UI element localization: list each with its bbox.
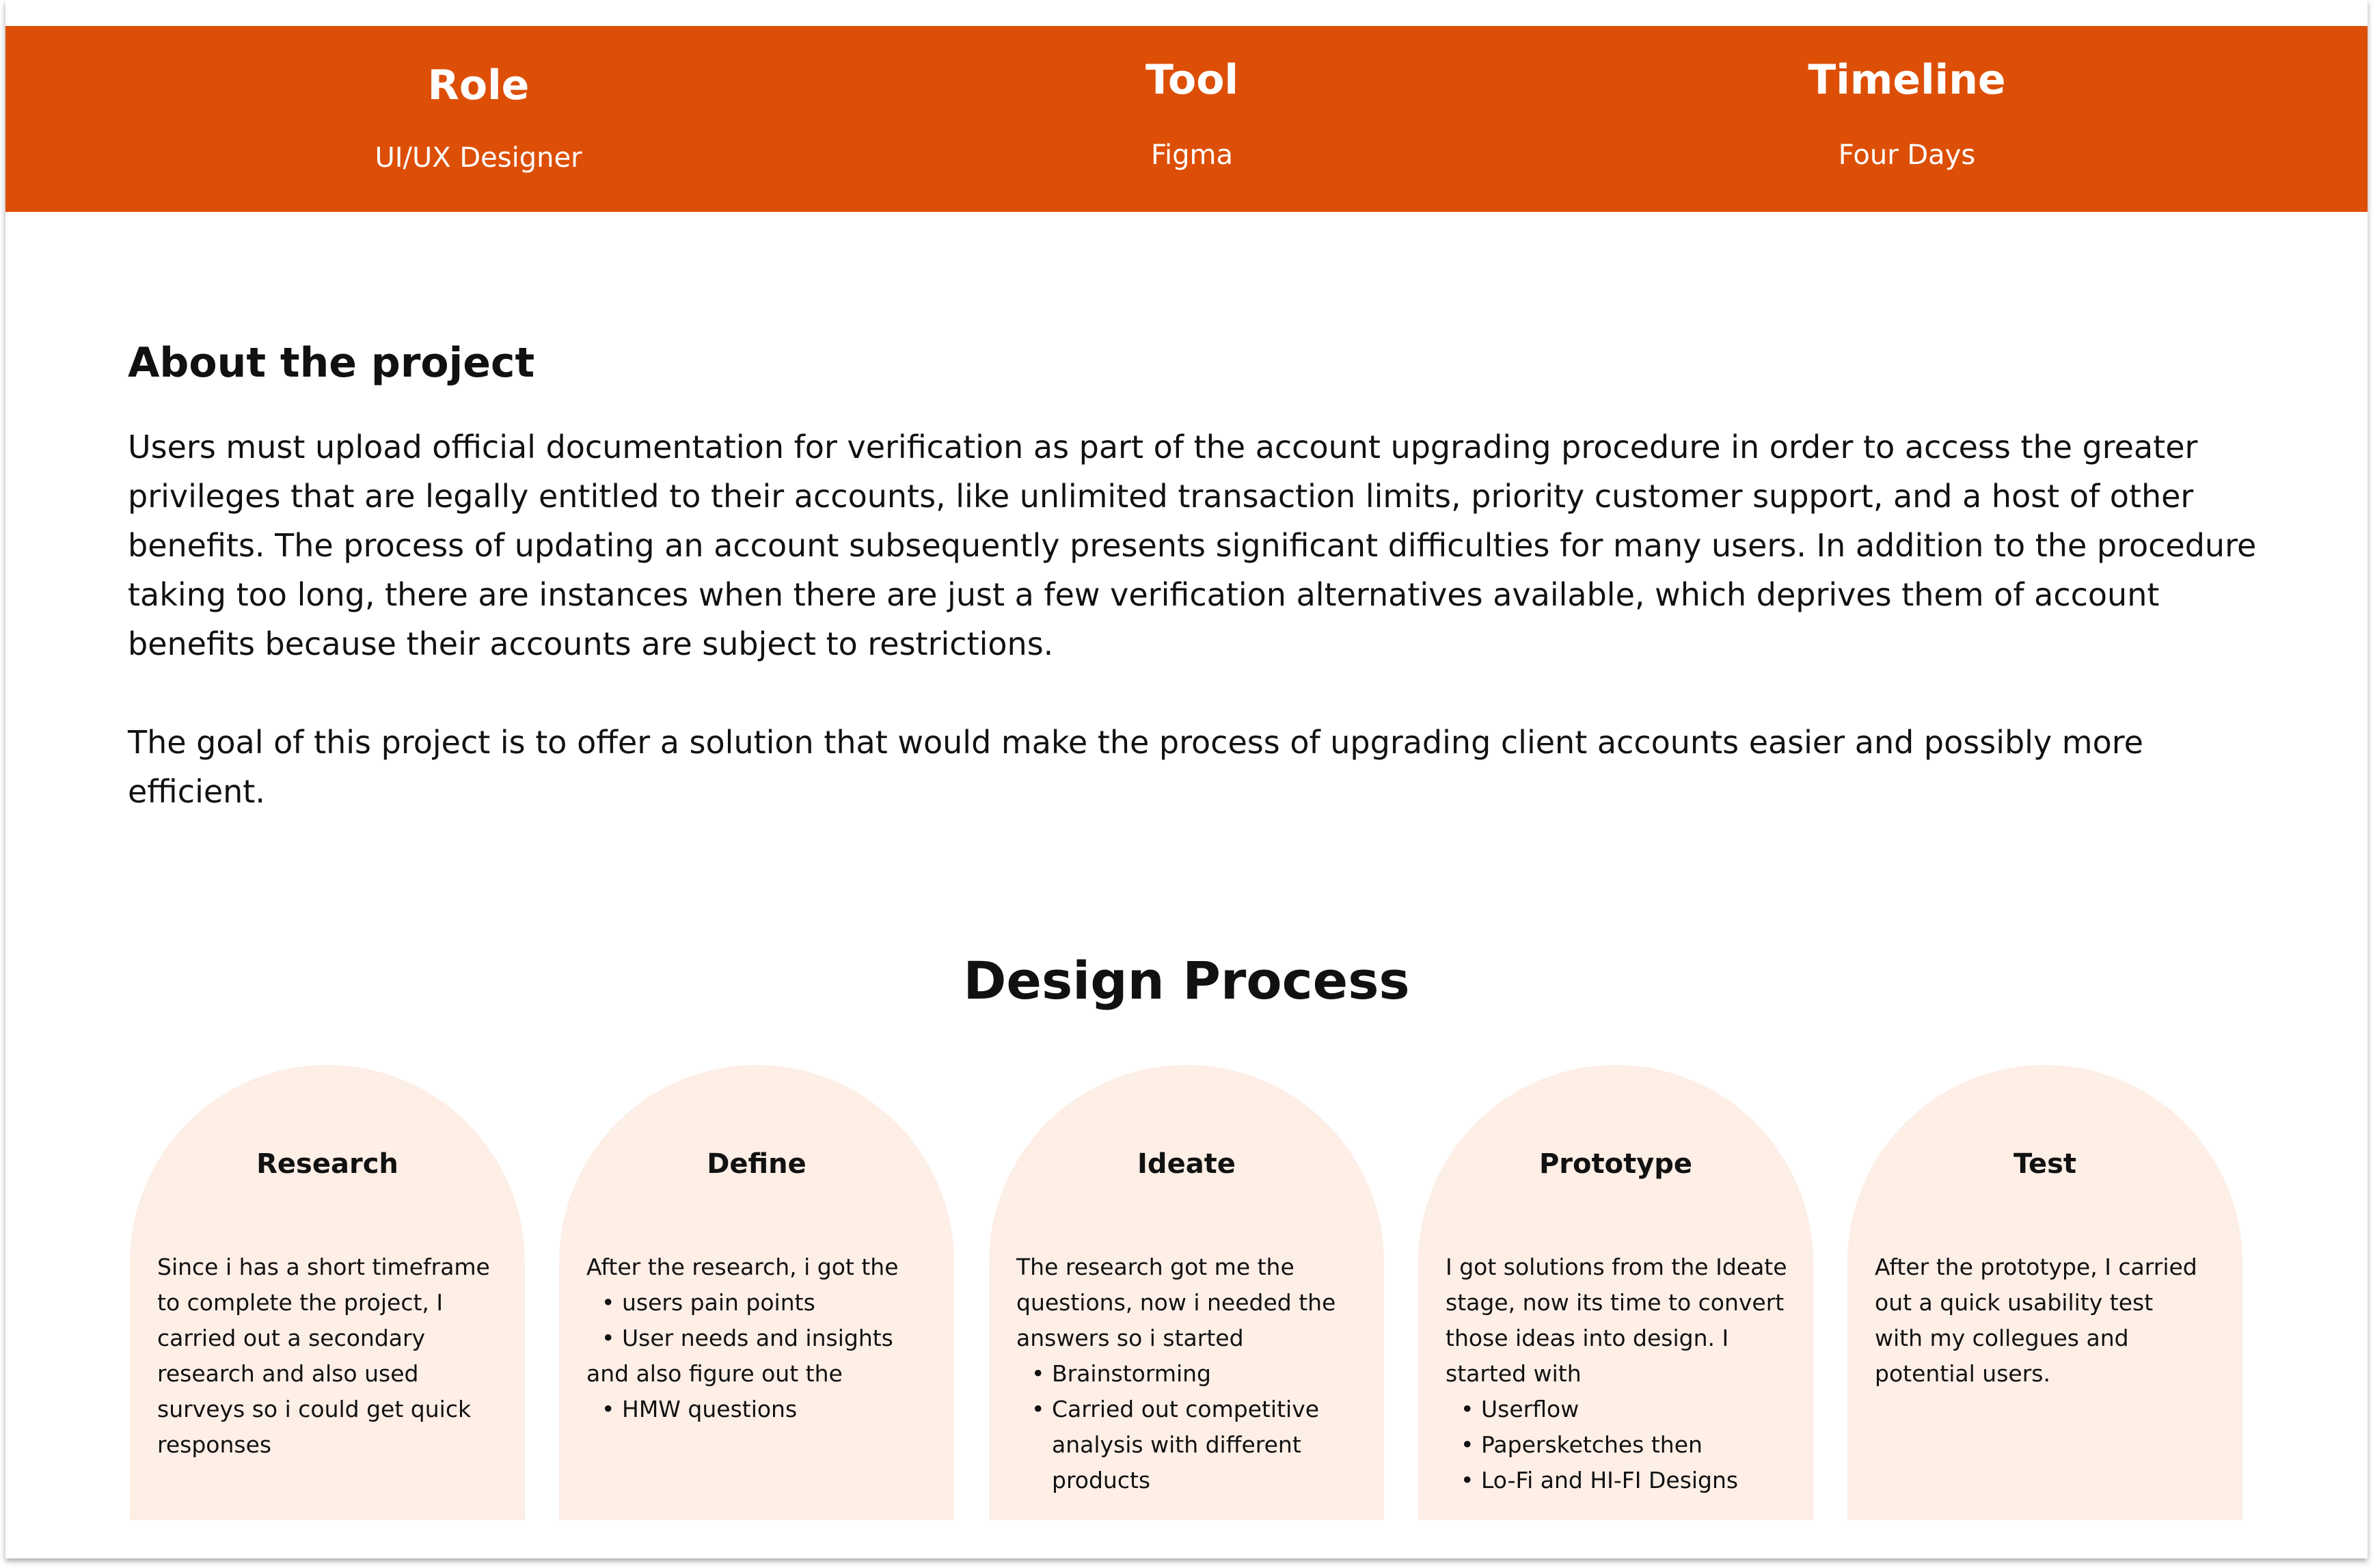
bullet-text: Carried out competitive (1052, 1396, 1320, 1422)
bullet-continuation: analysis with different (1052, 1431, 1301, 1458)
card-body (1446, 1249, 1794, 1498)
bullet-icon: • (1461, 1396, 1474, 1422)
card-body (157, 1249, 506, 1463)
bullet-text: HMW questions (622, 1396, 798, 1422)
process-card-research (130, 1065, 525, 1520)
bullet-icon: • (1461, 1467, 1474, 1493)
card-line: After the research, i got the (586, 1254, 899, 1280)
card-body (586, 1249, 935, 1427)
bullet-icon: • (601, 1325, 615, 1351)
about-line: taking too long, there are instances when there are just a few verification alternatives available, which deprives them of account (128, 576, 2160, 613)
card-line: answers so i started (1016, 1325, 1244, 1351)
about-line: efficient. (128, 773, 265, 810)
timeline-value: Four Days (1838, 139, 1976, 171)
about-line: privileges that are legally entitled to their accounts, like unlimited transaction limits, priority customer support, and a host of other (128, 478, 2194, 515)
bullet-continuation: products (1052, 1467, 1151, 1493)
bullet-item (586, 1321, 935, 1356)
tool-label: Tool (1145, 56, 1238, 104)
card-line: After the prototype, I carried (1875, 1254, 2197, 1280)
about-line: benefits because their accounts are subject to restrictions. (128, 625, 1054, 662)
card-line: potential users. (1875, 1360, 2050, 1387)
bullet-icon: • (601, 1396, 615, 1422)
bullet-text: users pain points (622, 1289, 815, 1316)
role-label: Role (427, 62, 530, 109)
card-line: questions, now i needed the (1016, 1289, 1336, 1316)
card-title: Test (2013, 1148, 2077, 1180)
card-body (1016, 1249, 1365, 1498)
bullet-text: Papersketches then (1481, 1431, 1703, 1458)
card-line: surveys so i could get quick (157, 1396, 472, 1422)
project-info-banner (5, 26, 2368, 212)
card-line: carried out a secondary (157, 1325, 426, 1351)
card-line: stage, now its time to convert (1446, 1289, 1785, 1316)
about-line: benefits. The process of updating an account subsequently presents significant difficulties for many users. In addition to the procedure (128, 527, 2257, 564)
bullet-text: Userflow (1481, 1396, 1579, 1422)
process-card-ideate (989, 1065, 1384, 1520)
card-line: responses (157, 1431, 272, 1458)
bullet-item (586, 1392, 935, 1427)
card-line: and also figure out the (586, 1360, 843, 1387)
card-line: started with (1446, 1360, 1582, 1387)
about-heading: About the project (128, 339, 535, 387)
bullet-icon: • (1461, 1431, 1474, 1458)
bullet-item (1446, 1427, 1794, 1463)
card-line: out a quick usability test (1875, 1289, 2154, 1316)
card-title: Ideate (1137, 1148, 1236, 1180)
bullet-icon: • (601, 1289, 615, 1316)
bullet-item (1446, 1392, 1794, 1427)
timeline-label: Timeline (1808, 56, 2006, 104)
card-line: research and also used (157, 1360, 419, 1387)
about-paragraph-2 (128, 718, 2247, 816)
card-line: The research got me the (1016, 1254, 1294, 1280)
card-line: those ideas into design. I (1446, 1325, 1729, 1351)
bullet-icon: • (1031, 1360, 1045, 1387)
card-title: Research (256, 1148, 398, 1180)
design-process-title: Design Process (963, 950, 1410, 1011)
card-body (1875, 1249, 2223, 1392)
card-line: to complete the project, I (157, 1289, 444, 1316)
card-line: I got solutions from the Ideate (1446, 1254, 1787, 1280)
bullet-item (586, 1285, 935, 1321)
process-card-prototype (1418, 1065, 1813, 1520)
bullet-text: User needs and insights (622, 1325, 893, 1351)
about-line: Users must upload official documentation for verification as part of the account upgrading procedure in order to access the greater (128, 429, 2198, 465)
about-paragraph-1 (128, 422, 2257, 668)
card-title: Prototype (1538, 1148, 1693, 1180)
tool-value: Figma (1150, 139, 1234, 171)
card-line: with my collegues and (1875, 1325, 2129, 1351)
bullet-text: Lo-Fi and HI-FI Designs (1481, 1467, 1739, 1493)
card-title: Define (707, 1148, 806, 1180)
bullet-item (1446, 1463, 1794, 1498)
process-card-define (559, 1065, 954, 1520)
bullet-text: Brainstorming (1052, 1360, 1211, 1387)
role-value: UI/UX Designer (375, 142, 582, 174)
card-line: Since i has a short timeframe (157, 1254, 490, 1280)
bullet-item (1016, 1392, 1365, 1427)
process-card-test (1847, 1065, 2242, 1520)
bullet-item (1016, 1356, 1365, 1392)
about-line: The goal of this project is to offer a solution that would make the process of upgrading client accounts easier and possibly more (128, 724, 2143, 761)
bullet-icon: • (1031, 1396, 1045, 1422)
